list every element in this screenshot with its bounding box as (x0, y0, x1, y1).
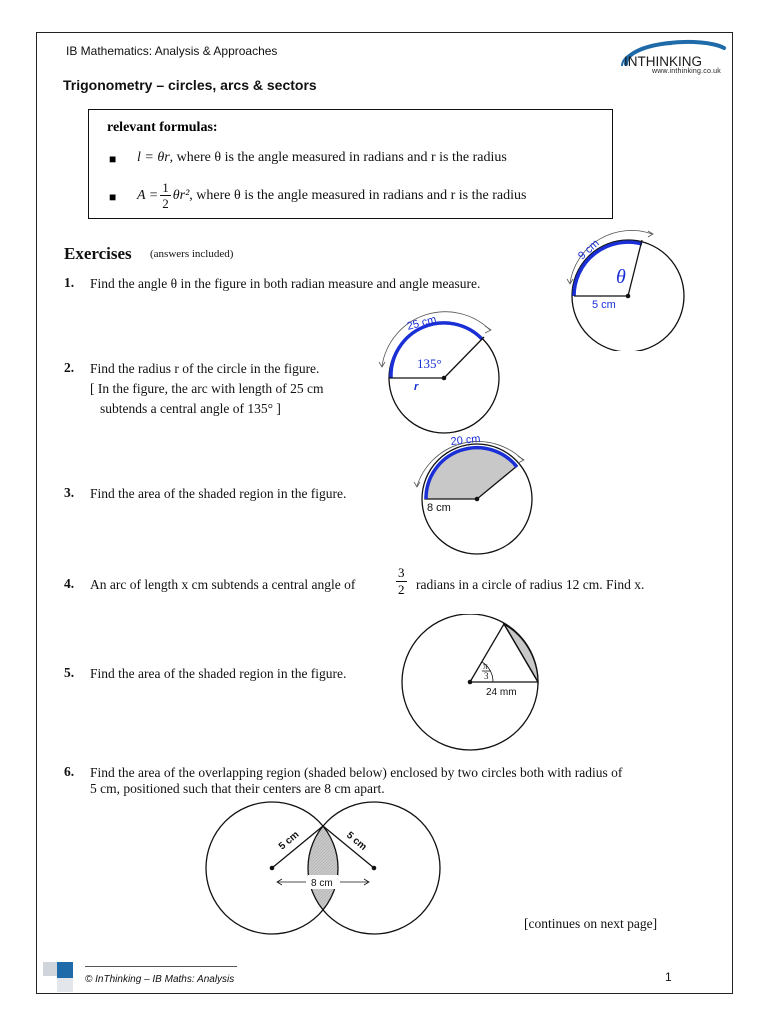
fig3-arc-label: 20 cm (450, 432, 482, 448)
bullet-icon: ■ (109, 152, 117, 166)
formula-2-rhs: θr² (172, 187, 190, 203)
question-2-line-3: subtends a central angle of 135° ] (100, 401, 281, 416)
fraction-numerator: 3 (398, 565, 405, 580)
fig1-angle-label: θ (616, 266, 626, 288)
logo-text: INTHINKING (624, 54, 703, 69)
fig1-radius-label: 5 cm (592, 299, 616, 311)
figure-1-sector (560, 225, 690, 351)
formula-2-fraction (160, 180, 171, 211)
formula-2-text: , where θ is the angle measured in radians and r is the radius (189, 187, 527, 203)
header-title: IB Mathematics: Analysis & Approaches (66, 44, 278, 58)
question-1-number: 1. (64, 275, 75, 290)
figure-5-segment (398, 614, 548, 754)
question-2-line-2: [ In the figure, the arc with length of 25 cm (90, 381, 324, 396)
fig2-radius-label: r (414, 381, 419, 393)
page-number: 1 (665, 970, 672, 984)
formula-2 (137, 180, 526, 211)
footer-divider (85, 966, 237, 967)
question-5-text: Find the area of the shaded region in the figure. (90, 666, 347, 681)
question-6-number: 6. (64, 764, 75, 779)
formula-2-lhs: A = (137, 187, 159, 203)
footer-square-icon (57, 978, 73, 992)
continues-note: [continues on next page] (524, 916, 658, 931)
footer-square-icon (43, 962, 57, 976)
fig2-angle-label: 135° (417, 356, 442, 371)
formula-1-text: , where θ is the angle measured in radians and r is the radius (169, 150, 507, 165)
question-3-text: Find the area of the shaded region in the figure. (90, 486, 347, 501)
fraction-denominator: 2 (162, 196, 169, 211)
fig5-angle-denominator: 3 (484, 671, 489, 681)
formula-1 (137, 150, 507, 166)
footer-square-icon (57, 962, 73, 978)
question-5-number: 5. (64, 665, 75, 680)
exercises-note: (answers included) (150, 248, 234, 260)
formula-title: relevant formulas: (107, 120, 218, 135)
question-4-number: 4. (64, 576, 75, 591)
question-6-line-2: 5 cm, positioned such that their centers are 8 cm apart. (90, 781, 385, 796)
question-4-before: An arc of length x cm subtends a central angle of (90, 577, 356, 592)
question-4-after: radians in a circle of radius 12 cm. Find x. (416, 577, 645, 592)
fig1-arc-label: 9 cm (575, 237, 602, 263)
question-4-fraction (396, 565, 407, 598)
bullet-icon: ■ (109, 190, 117, 204)
fig6-left-label: 5 cm (276, 829, 302, 853)
formula-1-lhs: l = θr (137, 150, 170, 165)
footer-text: © InThinking – IB Maths: Analysis (85, 974, 235, 985)
question-2-line-1: Find the radius r of the circle in the figure. (90, 361, 320, 376)
exercises-title: Exercises (64, 244, 132, 263)
question-1-text: Find the angle θ in the figure in both radian measure and angle measure. (90, 276, 481, 291)
figure-2-sector (370, 308, 510, 436)
figure-6-overlap (200, 800, 450, 940)
figure-3-sector (405, 430, 545, 556)
fig6-distance-label: 8 cm (311, 878, 333, 889)
question-2-number: 2. (64, 360, 75, 375)
fig2-arc-label: 25 cm (405, 313, 438, 333)
fraction-denominator: 2 (398, 582, 405, 597)
logo-url: www.inthinking.co.uk (652, 68, 721, 75)
fig5-radius-label: 24 mm (486, 687, 517, 698)
fraction-numerator: 1 (162, 180, 169, 195)
fig6-right-label: 5 cm (344, 829, 369, 853)
page-subtitle: Trigonometry – circles, arcs & sectors (63, 77, 317, 93)
fig3-radius-label: 8 cm (427, 502, 451, 514)
fig5-angle-numerator: π (483, 661, 488, 671)
question-3-number: 3. (64, 485, 75, 500)
question-6-line-1: Find the area of the overlapping region (shaded below) enclosed by two circles both with radius of (90, 765, 623, 780)
